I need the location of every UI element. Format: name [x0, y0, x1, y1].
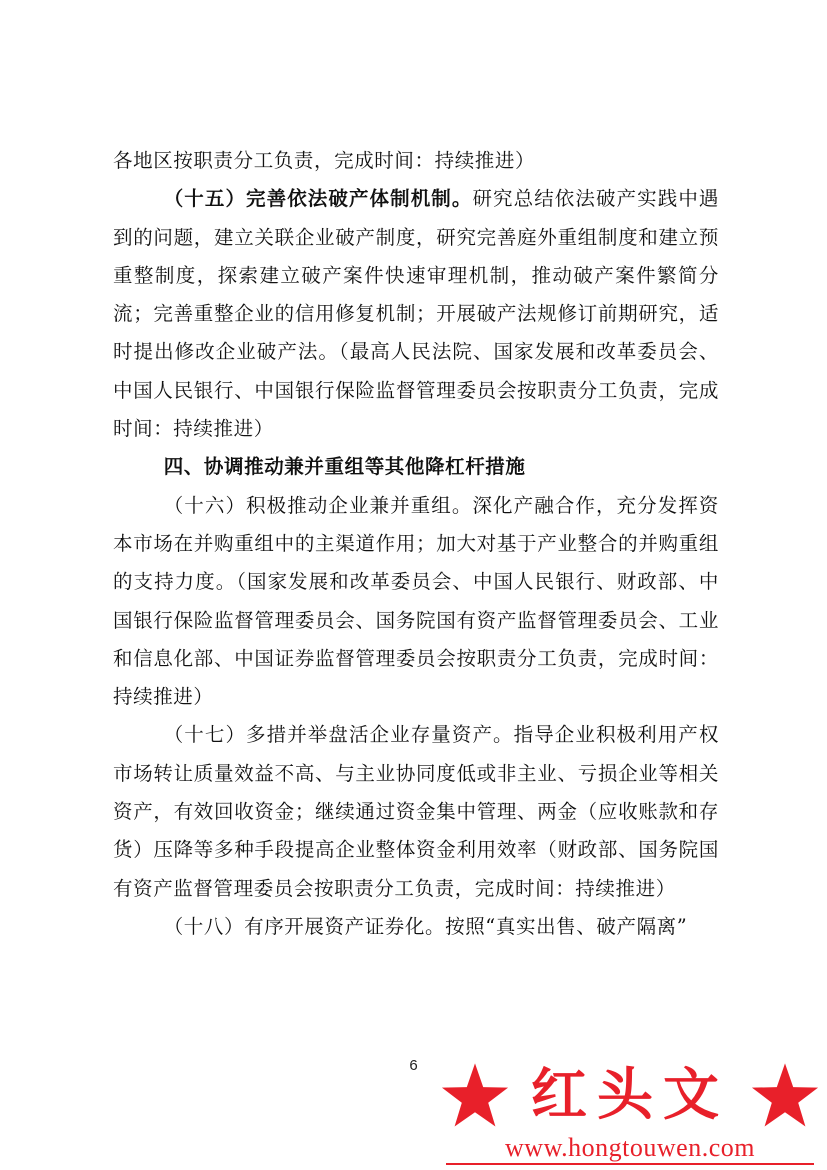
document-body [113, 142, 719, 946]
watermark[interactable] [440, 1062, 820, 1162]
paragraph-text: 各地区按职责分工负责，完成时间：持续推进） [113, 149, 536, 172]
paragraph-continuation [113, 142, 719, 180]
page-number: 6 [409, 1057, 418, 1074]
paragraph-item-17 [113, 716, 719, 907]
watermark-title: 红头文 [531, 1062, 729, 1128]
paragraph-item-18 [113, 908, 719, 946]
paragraph-lead: （十七）多措并举盘活企业存量资产。 [163, 723, 514, 747]
paragraph-lead: （十八）有序开展资产证券化。 [163, 914, 446, 938]
paragraph-text: 深化产融合作，充分发挥资本市场在并购重组中的主渠道作用；加大对基于产业整合的并购重组的支持力度。（国家发展和改革委员会、中国人民银行、财政部、中国银行保险监督管理委员会、国务院国有资产监督管理委员会、工业和信息化部、中国证券监督管理委员会按职责分工负责，完成时间：持续推进） [113, 493, 719, 709]
paragraph-text: 按照“真实出售、破产隔离” [445, 914, 688, 938]
paragraph-lead: （十五）完善依法破产体制机制。 [163, 187, 473, 211]
paragraph-item-16 [113, 487, 719, 717]
watermark-url[interactable]: www.hongtouwen.com [505, 1133, 755, 1162]
watermark-title-row [440, 1062, 820, 1128]
section-heading: 四、协调推动兼并重组等其他降杠杆措施 [163, 455, 526, 479]
paragraph-text: 研究总结依法破产实践中遇到的问题，建立关联企业破产制度，研究完善庭外重组制度和建立预重整制度，探索建立破产案件快速审理机制，推动破产案件繁简分流；完善重整企业的信用修复机制；开展破产法规修订前期研究，适时提出修改企业破产法。（最高人民法院、国家发展和改革委员会、中国人民银行、中国银行保险监督管理委员会按职责分工负责，完成时间：持续推进） [113, 187, 719, 441]
paragraph-text: 指导企业积极利用产权市场转让质量效益不高、与主业协同度低或非主业、亏损企业等相关资产，有效回收资金；继续通过资金集中管理、两金（应收账款和存货）压降等多种手段提高企业整体资金利用效率（财政部、国务院国有资产监督管理委员会按职责分工负责，完成时间：持续推进） [113, 723, 719, 900]
star-icon [750, 1062, 820, 1128]
paragraph-item-15 [113, 180, 719, 448]
paragraph-lead: （十六）积极推动企业兼并重组。 [163, 493, 473, 517]
star-icon [440, 1062, 510, 1128]
watermark-underline [446, 1163, 814, 1165]
